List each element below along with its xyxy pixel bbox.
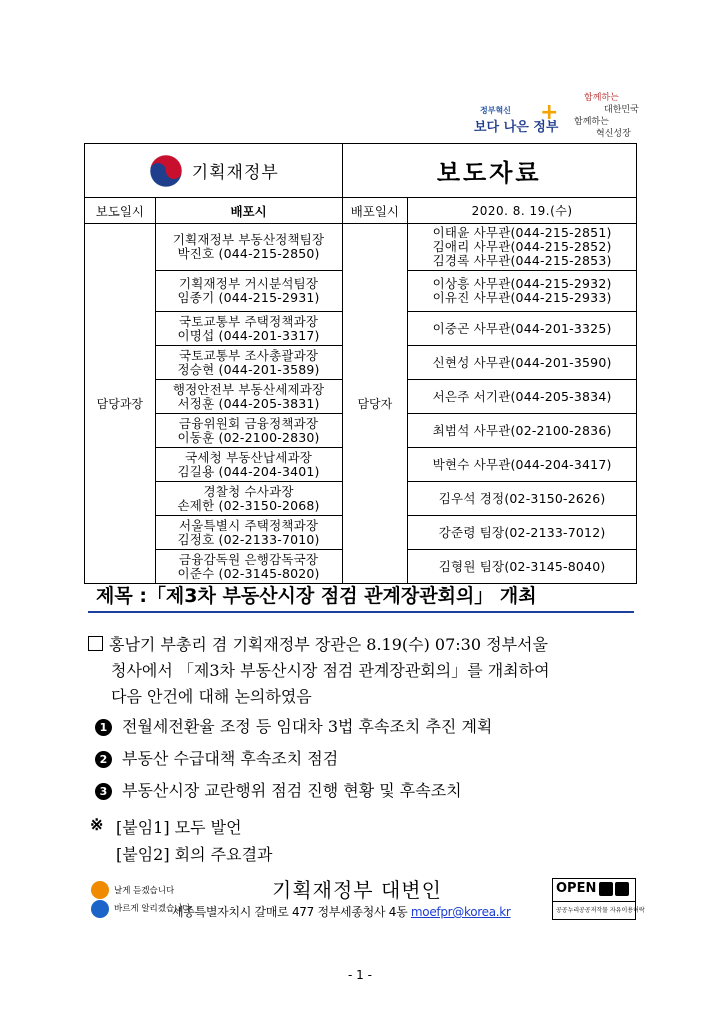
number-2-icon: 2 — [95, 751, 112, 768]
gov-innovation-logo: 정부혁신 보다 나은 정부 + — [474, 100, 559, 135]
spokesperson: 기획재정부 대변인 — [272, 878, 442, 902]
calligraphy-logo: 함께하는 대한민국 함께하는 혁신성장 — [574, 93, 639, 139]
taegeuk-emblem-icon — [148, 153, 184, 189]
dept-contact: 국세청 부동산납세과장 김길용 (044-204-3401) — [155, 448, 342, 482]
dept-contact: 국토교통부 주택정책과장 이명섭 (044-201-3317) — [155, 312, 342, 346]
dept-contact: 기획재정부 거시분석팀장 임종기 (044-215-2931) — [155, 271, 342, 312]
release-date-label: 보도일시 — [85, 198, 156, 224]
ministry-name: 기획재정부 — [191, 163, 279, 183]
no-commercial-icon — [615, 882, 629, 896]
distribution-value: 2020. 8. 19.(수) — [408, 198, 637, 224]
staff-contact: 이중곤 사무관(044-201-3325) — [408, 312, 637, 346]
page-title: 제목 :「제3차 부동산시장 점검 관계장관회의」 개최 — [96, 585, 537, 607]
checkbox-square-icon — [88, 636, 103, 651]
lead-paragraph-line1: 홍남기 부총리 겸 기획재정부 장관은 8.19(수) 07:30 정부서울 — [88, 632, 548, 655]
dept-contact: 기획재정부 부동산정책팀장 박진호 (044-215-2850) — [155, 224, 342, 271]
press-title: 보도자료 — [436, 159, 542, 187]
dept-contact: 경찰청 수사과장 손제한 (02-3150-2068) — [155, 482, 342, 516]
note-mark: ※ — [90, 815, 104, 834]
title-bar — [88, 581, 634, 613]
address-line: 세종특별자치시 갈매로 477 정부세종청사 4동 moefpr@korea.kr — [172, 905, 511, 919]
slogan-logo: 날게 듣겠습니다 바르게 알리겠습니다 — [90, 880, 190, 922]
lead-paragraph-line2: 청사에서 「제3차 부동산시장 점검 관계장관회의」를 개최하여 — [111, 661, 550, 680]
ministry-cell — [85, 144, 343, 198]
email-link[interactable]: moefpr@korea.kr — [410, 905, 511, 919]
staff-contact: 김형원 팀장(02-3145-8040) — [408, 550, 637, 584]
agenda-item: 1 전월세전환율 조정 등 임대차 3법 후속조치 추진 계획 — [95, 714, 492, 737]
dept-contact: 행정안전부 부동산세제과장 서정훈 (044-205-3831) — [155, 380, 342, 414]
dept-contact: 국토교통부 조사총괄과장 정승현 (044-201-3589) — [155, 346, 342, 380]
number-1-icon: 1 — [95, 719, 112, 736]
staff-contact: 최범석 사무관(02-2100-2836) — [408, 414, 637, 448]
dept-contact: 금융감독원 은행감독국장 이준수 (02-3145-8020) — [155, 550, 342, 584]
agenda-item: 2 부동산 수급대책 후속조치 점검 — [95, 746, 338, 769]
department-label: 담당과장 — [85, 224, 156, 584]
open-license-badge: OPEN 공공누리 공공저작물 자유이용허락 — [552, 878, 636, 920]
attachment-2: [붙임2] 회의 주요결과 — [116, 845, 273, 864]
dept-contact: 금융위원회 금융정책과장 이동훈 (02-2100-2830) — [155, 414, 342, 448]
plus-icon: + — [540, 100, 559, 125]
staff-contact: 박현수 사무관(044-204-3417) — [408, 448, 637, 482]
attribution-icon — [599, 882, 613, 896]
number-3-icon: 3 — [95, 783, 112, 800]
staff-contact: 김우석 경정(02-3150-2626) — [408, 482, 637, 516]
press-title-cell — [342, 144, 637, 198]
staff-contact: 강준령 팀장(02-2133-7012) — [408, 516, 637, 550]
person-label: 담당자 — [342, 224, 408, 584]
attachment-1: [붙임1] 모두 발언 — [116, 818, 242, 837]
staff-contact: 서은주 서기관(044-205-3834) — [408, 380, 637, 414]
press-header-table — [84, 143, 637, 584]
staff-contact: 신현성 사무관(044-201-3590) — [408, 346, 637, 380]
distribution-label: 배포일시 — [342, 198, 408, 224]
page-number: - 1 - — [348, 968, 372, 982]
lead-paragraph-line3: 다음 안건에 대해 논의하였음 — [111, 687, 312, 706]
ear-mouth-icon — [90, 880, 112, 920]
staff-contact: 이상흥 사무관(044-215-2932) 이유진 사무관(044-215-2933) — [408, 271, 637, 312]
release-date-value: 배포시 — [155, 198, 342, 224]
staff-contact: 이태윤 사무관(044-215-2851) 김애리 사무관(044-215-2852) 김경록 사무관(044-215-2853) — [408, 224, 637, 271]
agenda-item: 3 부동산시장 교란행위 점검 진행 현황 및 후속조치 — [95, 778, 462, 801]
dept-contact: 서울특별시 주택정책과장 김정호 (02-2133-7010) — [155, 516, 342, 550]
